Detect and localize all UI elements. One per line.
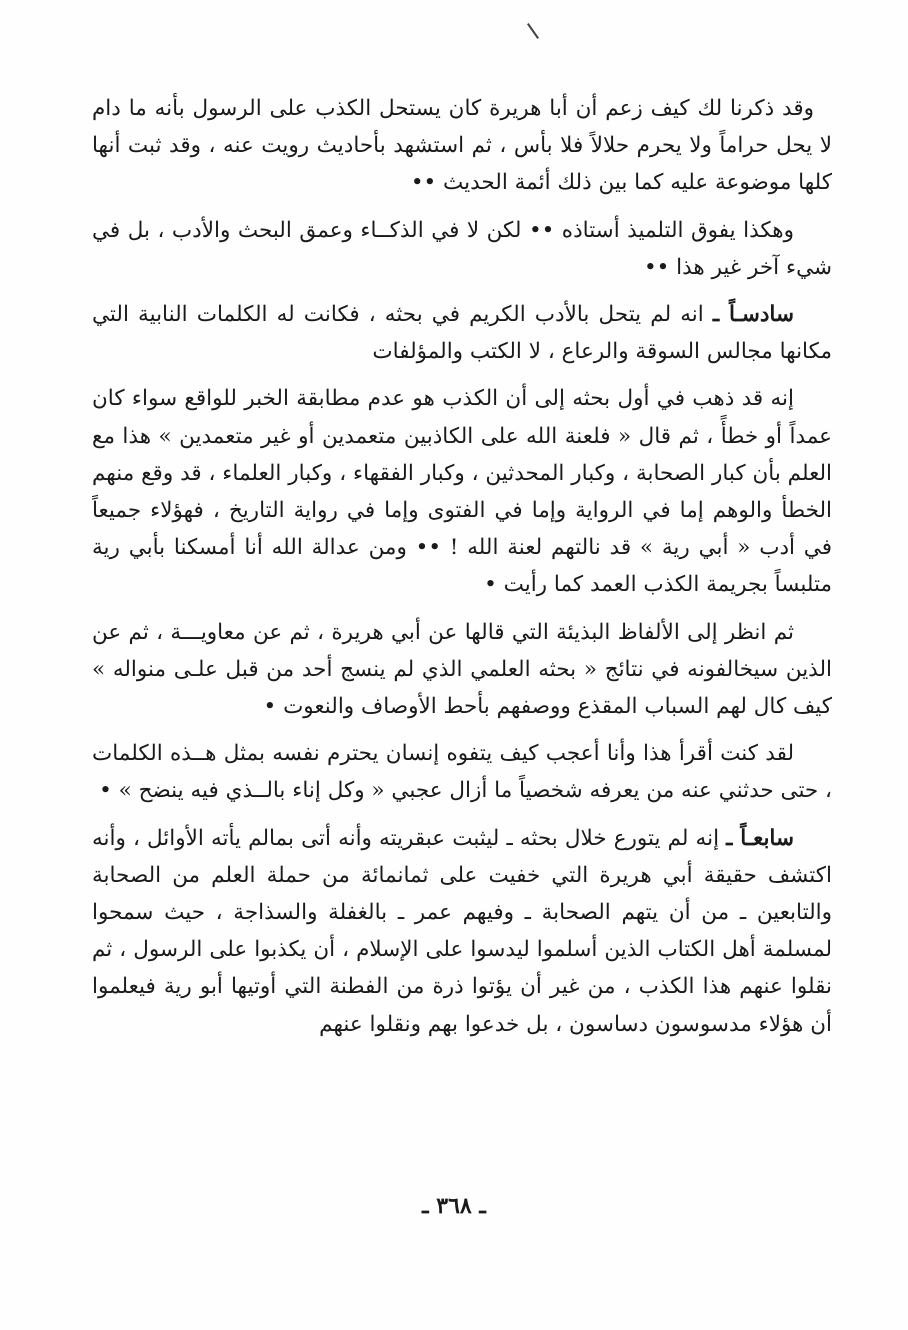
paragraph-5-text: ثم انظر إلى الألفاظ البذيئة التي قالها عن أبي هريرة ، ثم عن معاويـــة ، ثم عن الذين سيخالفونه في نتائج « بحثه العلمي الذي لم ينسج أحد من قبل علـى منواله » كيف كال لهم السباب المقذع ووصفهم بأحط الأوصاف والنعوت • bbox=[92, 619, 832, 720]
paragraph-4 bbox=[92, 380, 832, 603]
paragraph-5 bbox=[92, 614, 832, 726]
paragraph-6 bbox=[92, 735, 832, 809]
scan-mark bbox=[527, 23, 539, 39]
paragraph-1-text: وقد ذكرنا لك كيف زعم أن أبا هريرة كان يستحل الكذب على الرسول بأنه ما دام لا يحل حراماً ولا يحرم حلالاً فلا بأس ، ثم استشهد بأحاديث رويت عنه ، وقد ثبت أنها كلها موضوعة عليه كما بين ذلك أئمة الحديث •• bbox=[92, 96, 832, 196]
section-heading-seventh: سابعـاً ـ bbox=[726, 825, 795, 851]
paragraph-7-text: إنه لم يتورع خلال بحثه ـ ليثبت عبقريته وأنه أتى بمالم يأته الأوائل ، وأنه اكتشف حقيقة أبي هريرة التي خفيت على ثمانمائة من حملة العلم من الصحابة والتابعين ـ من أن يتهم الصحابة ـ وفيهم عمر ـ بالغفلة والسذاجة ، حيث سمحوا لمسلمة أهل الكتاب الذين أسلموا ليدسوا على الإسلام ، أن يكذبوا على الرسول ، ثم نقلوا عنهم هذا الكذب ، من غير أن يؤتوا ذرة من الفطنة التي أوتيها أبو رية فيعلموا أن هؤلاء مدسوسون دساسون ، بل خدعوا بهم ونقلوا عنهم bbox=[92, 825, 832, 1037]
paragraph-4-text: إنه قد ذهب في أول بحثه إلى أن الكذب هو عدم مطابقة الخبر للواقع سواء كان عمداً أو خطأً ، ثم قال « فلعنة الله على الكاذبين متعمدين أو غير متعمدين » هذا مع العلم بأن كبار الصحابة ، وكبار المحدثين ، وكبار الفقهاء ، وكبار العلماء ، قد وقع منهم الخطأ والوهم إما في الرواية وإما في الفتوى وإما في رواية التاريخ ، فهؤلاء جميعاً في أدب « أبي رية » قد نالتهم لعنة الله ! •• ومن عدالة الله أنا أمسكنا بأبي رية متلبساً بجريمة الكذب العمد كما رأيت • bbox=[92, 386, 832, 598]
paragraph-6-text: لقد كنت أقرأ هذا وأنا أعجب كيف يتفوه إنسان يحترم نفسه بمثل هــذه الكلمات ، حتى حدثني عنه من يعرفه شخصياً ما أزال عجبي « وكل إناء بالــذي فيه ينضح » • bbox=[92, 741, 832, 804]
paragraph-7 bbox=[92, 820, 832, 1043]
page-number: ـ ٣٦٨ ـ bbox=[422, 1193, 486, 1219]
paragraph-1 bbox=[92, 90, 832, 202]
body-text bbox=[92, 90, 832, 1043]
paragraph-2-text: وهكذا يفوق التلميذ أستاذه •• لكن لا في الذكــاء وعمق البحث والأدب ، بل في شيء آخر غير هذا •• bbox=[92, 217, 832, 280]
section-heading-sixth: سادسـاً ـ bbox=[712, 302, 794, 328]
paragraph-3 bbox=[92, 296, 832, 370]
paragraph-2 bbox=[92, 212, 832, 286]
paragraph-3-text: انه لم يتحل بالأدب الكريم في بحثه ، فكانت له الكلمات النابية التي مكانها مجالس السوقة والرعاع ، لا الكتب والمؤلفات bbox=[92, 302, 832, 365]
